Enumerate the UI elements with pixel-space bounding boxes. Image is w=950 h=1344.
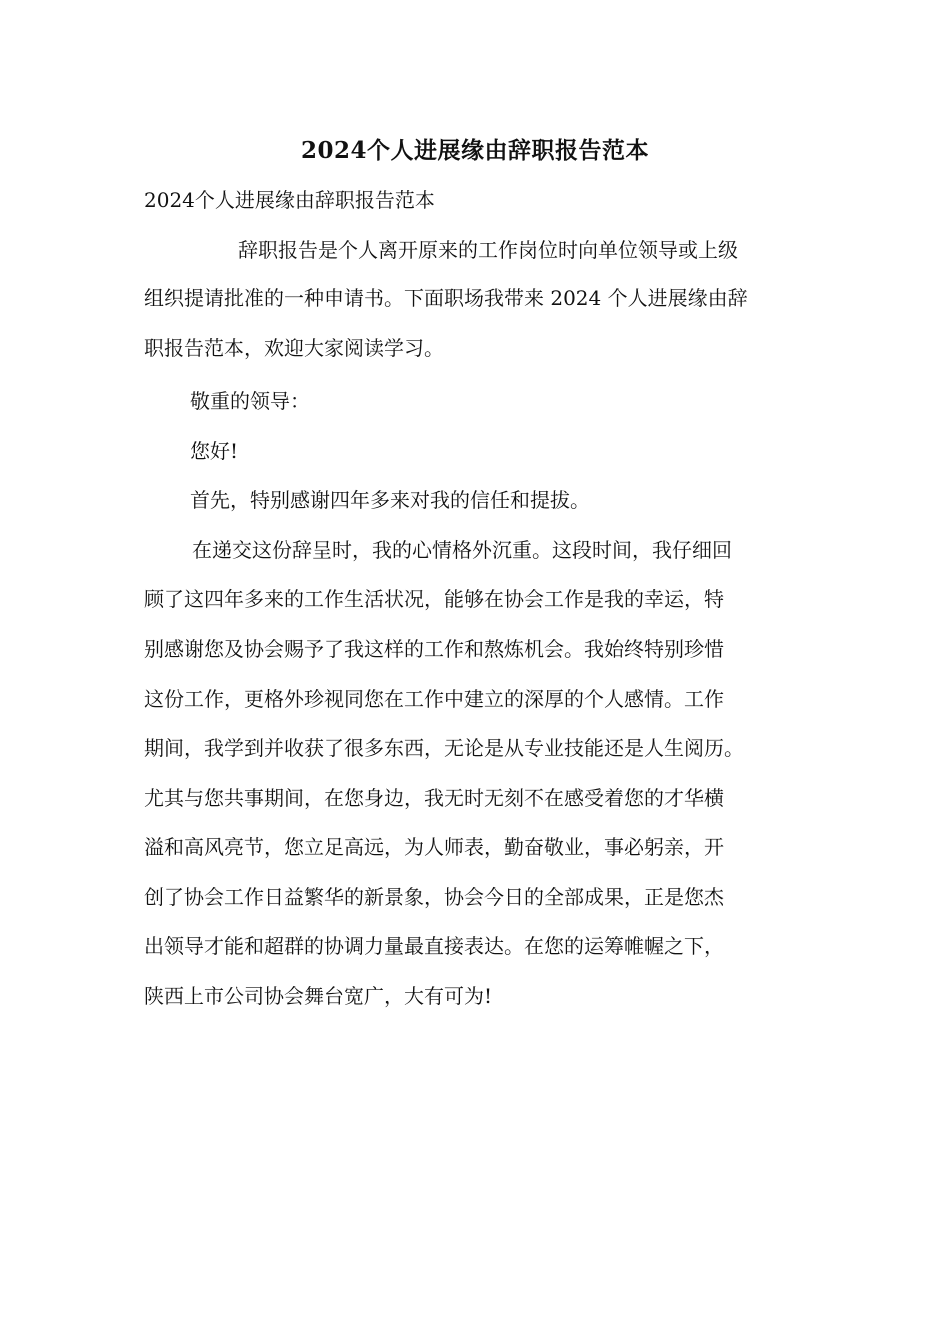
body-line: 顾了这四年多来的工作生活状况，能够在协会工作是我的幸运，特 bbox=[144, 587, 724, 611]
body-line: 陕西上市公司协会舞台宽广，大有可为! bbox=[144, 984, 493, 1008]
body-line: 在递交这份辞呈时，我的心情格外沉重。这段时间，我仔细回 bbox=[192, 538, 732, 562]
body-line: 期间，我学到并收获了很多东西，无论是从专业技能还是人生阅历。 bbox=[144, 736, 744, 760]
greeting: 您好! bbox=[190, 439, 239, 463]
intro-line: 辞职报告是个人离开原来的工作岗位时向单位领导或上级 bbox=[238, 238, 738, 262]
body-line: 出领导才能和超群的协调力量最直接表达。在您的运筹帷幄之下， bbox=[144, 934, 724, 958]
body-line: 尤其与您共事期间，在您身边，我无时无刻不在感受着您的才华横 bbox=[144, 786, 724, 810]
thanks-line: 首先，特别感谢四年多来对我的信任和提拔。 bbox=[190, 488, 590, 512]
body-line: 溢和高风亮节，您立足高远，为人师表，勤奋敬业，事必躬亲，开 bbox=[144, 835, 724, 859]
intro-line: 职报告范本，欢迎大家阅读学习。 bbox=[144, 336, 444, 360]
body-line: 这份工作，更格外珍视同您在工作中建立的深厚的个人感情。工作 bbox=[144, 687, 724, 711]
intro-line: 组织提请批准的一种申请书。下面职场我带来 2024 个人进展缘由辞 bbox=[144, 286, 748, 310]
body-line: 别感谢您及协会赐予了我这样的工作和熬炼机会。我始终特别珍惜 bbox=[144, 637, 724, 661]
body-line: 创了协会工作日益繁华的新景象，协会今日的全部成果，正是您杰 bbox=[144, 885, 724, 909]
salutation: 敬重的领导： bbox=[190, 389, 310, 413]
document-title: 2024个人进展缘由辞职报告范本 bbox=[300, 137, 649, 164]
document-subtitle: 2024个人进展缘由辞职报告范本 bbox=[144, 188, 435, 212]
